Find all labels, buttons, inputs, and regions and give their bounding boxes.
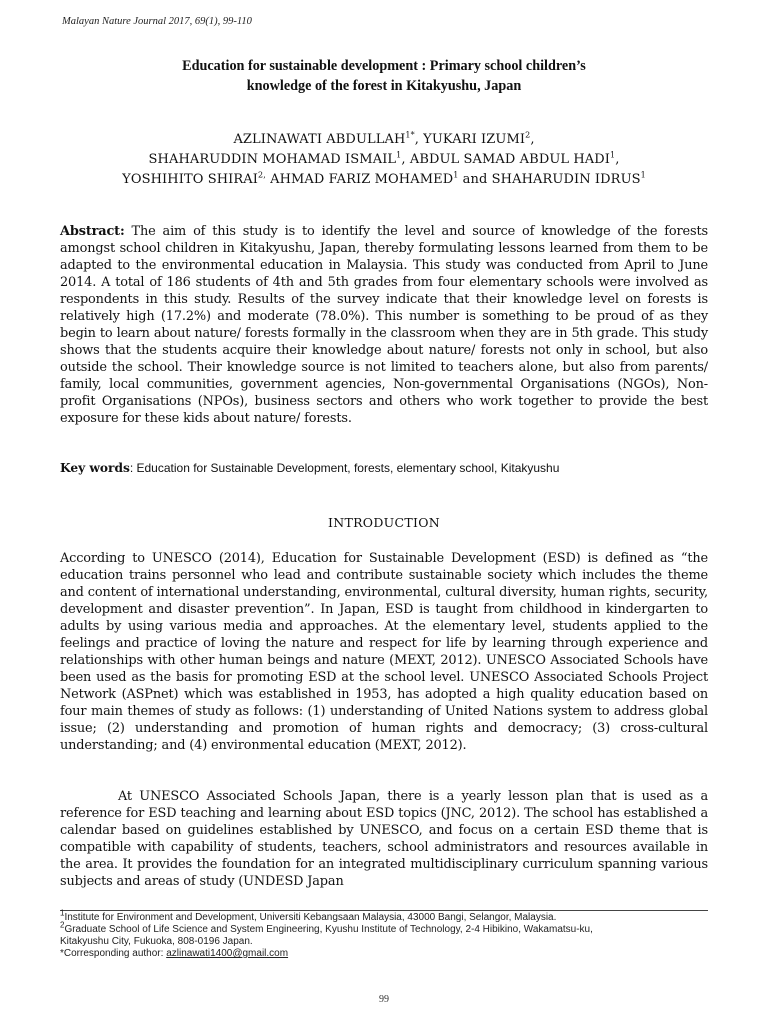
affiliation-mark: 1 — [610, 150, 616, 160]
affiliation-mark: 1 — [640, 170, 646, 180]
title-line-1: Education for sustainable development : Primary school children’s — [182, 58, 586, 74]
page-number: 99 — [379, 994, 389, 1005]
corresponding-author — [60, 948, 710, 960]
author-name: AZLINAWATI ABDULLAH — [233, 132, 406, 147]
keywords — [60, 461, 710, 475]
author-name: AHMAD FARIZ MOHAMED — [265, 172, 454, 187]
footnote-text: Graduate School of Life Science and System Engineering, Kyushu Institute of Technology, 2-4 Hibikino, Wakamatsu-ku, — [64, 924, 593, 935]
author-name: , YUKARI IZUMI — [414, 132, 526, 147]
author-line-2 — [40, 150, 728, 170]
journal-citation: Malayan Nature Journal 2017, 69(1), 99-110 — [62, 16, 252, 27]
footnote-2 — [60, 920, 710, 936]
author-list — [40, 130, 728, 190]
author-name: , ABDUL SAMAD ABDUL HADI — [401, 152, 611, 167]
footnote-text: Institute for Environment and Development, Universiti Kebangsaan Malaysia, 43000 Bangi, Selangor, Malaysia. — [64, 912, 557, 923]
footnotes — [60, 908, 710, 960]
affiliation-mark: 2, — [258, 170, 266, 180]
keywords-text: : Education for Sustainable Development, forests, elementary school, Kitakyushu — [129, 461, 560, 475]
footnote-divider — [60, 910, 708, 911]
corresponding-label: *Corresponding author: — [60, 948, 167, 959]
footnote-2-continued: Kitakyushu City, Fukuoka, 808-0196 Japan. — [60, 936, 253, 947]
section-heading-introduction: INTRODUCTION — [327, 515, 441, 530]
author-line-3 — [40, 170, 728, 190]
separator: , — [530, 132, 535, 147]
separator: , — [615, 152, 620, 167]
keywords-label: Key words — [60, 461, 130, 475]
corresponding-email-link[interactable]: azlinawati1400@gmail.com — [166, 948, 289, 959]
footnote-mark: 2 — [60, 920, 65, 930]
author-line-1 — [40, 130, 728, 150]
introduction-paragraph-2: At UNESCO Associated Schools Japan, there is a yearly lesson plan that is used as a reference for ESD teaching and learning about ESD topics (JNC, 2012). The school has established a calendar based on guidelines established by UNESCO, and focus on a certain ESD theme that is compatible with capability of students, teachers, school administrators and resources available in the area. It provides the foundation for an integrated multidisciplinary curriculum spanning various subjects and areas of study (UNDESD Japan — [60, 789, 708, 889]
author-name: and SHAHARUDIN IDRUS — [458, 172, 641, 187]
footnote-mark: 1 — [60, 908, 65, 918]
abstract-text: The aim of this study is to identify the level and source of knowledge of the forests amongst school children in Kitakyushu, Japan, thereby formulating lessons learned from them to be adapted to the environmental education in Malaysia. This study was conducted from April to June 2014. A total of 186 students of 4th and 5th grades from four elementary schools were involved as respondents in this study. Results of the survey indicate that their knowledge level on forests is relatively high (17.2%) and moderate (78.0%). This number is something to be proud of as they begin to learn about nature/ forests formally in the classroom when they are in 5th grade. This study shows that the students acquire their knowledge about nature/ forests not only in school, but also outside the school. Their knowledge source is not limited to teachers alone, but also from parents/ family, local communities, government agencies, Non-governmental Organisations (NGOs), Non-profit Organisations (NPOs), business sectors and others who work together to provide the best exposure for these kids about nature/ forests. — [60, 224, 708, 426]
introduction-paragraph-1: According to UNESCO (2014), Education for Sustainable Development (ESD) is defined as “the education trains personnel who lead and contribute sustainable society which includes the theme and content of international understanding, environmental, cultural diversity, human rights, security, development and disaster prevention”. In Japan, ESD is taught from childhood in kindergarten to adults by using various media and approaches. At the elementary level, students applied to the feelings and practice of loving the nature and respect for life by learning through experience and relationships with other human beings and nature (MEXT, 2012). UNESCO Associated Schools have been used as the basis for promoting ESD at the school level. UNESCO Associated Schools Project Network (ASPnet) which was established in 1953, has adopted a high quality education based on four main themes of study as follows: (1) understanding of United Nations system to address global issue; (2) understanding and promotion of human rights and democracy; (3) cross-cultural understanding; and (4) environmental education (MEXT, 2012). — [60, 551, 708, 753]
affiliation-mark: 1* — [405, 130, 415, 140]
paper-title — [90, 56, 678, 96]
footnote-1 — [60, 908, 710, 924]
title-line-2: knowledge of the forest in Kitakyushu, Japan — [246, 78, 522, 94]
abstract-label: Abstract: — [60, 224, 125, 239]
affiliation-mark: 1 — [453, 170, 459, 180]
author-name: SHAHARUDDIN MOHAMAD ISMAIL — [148, 152, 397, 167]
affiliation-mark: 2 — [525, 130, 531, 140]
abstract — [60, 223, 708, 427]
affiliation-mark: 1 — [396, 150, 402, 160]
author-name: YOSHIHITO SHIRAI — [122, 172, 258, 187]
